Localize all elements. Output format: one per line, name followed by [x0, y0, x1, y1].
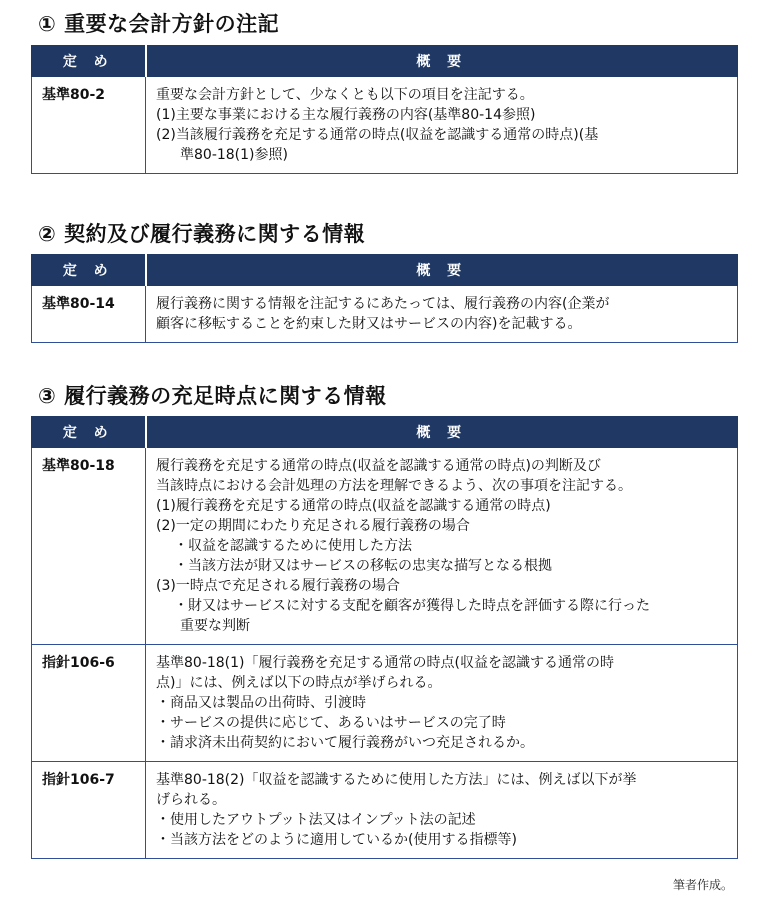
summary-line: ・サービスの提供に応じて、あるいはサービスの完了時: [156, 715, 506, 731]
summary-line: ・当該方法が財又はサービスの移転の忠実な描写となる根拠: [174, 558, 552, 574]
summary-line: 重要な会計方針として、少なくとも以下の項目を注記する。: [156, 87, 534, 103]
table-row: [32, 448, 738, 645]
summary-line: 履行義務を充足する通常の時点(収益を認識する通常の時点)の判断及び: [156, 458, 601, 474]
section-1-table: [31, 45, 738, 174]
header-summary: 概 要: [146, 46, 738, 77]
summary-cell: [146, 645, 738, 762]
summary-line: 重要な判断: [180, 618, 250, 634]
summary-line: 点)」には、例えば以下の時点が挙げられる。: [156, 675, 442, 691]
summary-line: ・使用したアウトプット法又はインプット法の記述: [156, 812, 476, 828]
summary-line: (3)一時点で充足される履行義務の場合: [156, 578, 400, 594]
definition-ref: 基準80-2: [32, 77, 146, 174]
section-3-title: ③ 履行義務の充足時点に関する情報: [38, 384, 387, 408]
header-summary: 概 要: [146, 417, 738, 448]
header-summary: 概 要: [146, 255, 738, 286]
summary-line: (1)履行義務を充足する通常の時点(収益を認識する通常の時点): [156, 498, 551, 514]
header-definition: 定 め: [32, 417, 146, 448]
summary-line: 顧客に移転することを約束した財又はサービスの内容)を記載する。: [156, 316, 582, 332]
section-1-title: ① 重要な会計方針の注記: [38, 12, 280, 36]
table-header-row: [32, 255, 738, 286]
summary-line: ・商品又は製品の出荷時、引渡時: [156, 695, 366, 711]
summary-line: (2)一定の期間にわたり充足される履行義務の場合: [156, 518, 470, 534]
summary-line: 基準80-18(1)「履行義務を充足する通常の時点(収益を認識する通常の時: [156, 655, 614, 671]
summary-line: 当該時点における会計処理の方法を理解できるよう、次の事項を注記する。: [156, 478, 632, 494]
table-row: [32, 762, 738, 859]
definition-ref: 指針106-6: [32, 645, 146, 762]
footnote: 筆者作成。: [672, 878, 733, 892]
summary-line: (1)主要な事業における主な履行義務の内容(基準80-14参照): [156, 107, 536, 123]
summary-line: ・請求済未出荷契約において履行義務がいつ充足されるか。: [156, 735, 534, 751]
summary-cell: [146, 762, 738, 859]
definition-ref: 指針106-7: [32, 762, 146, 859]
table-header-row: [32, 46, 738, 77]
summary-line: ・収益を認識するために使用した方法: [174, 538, 412, 554]
header-definition: 定 め: [32, 255, 146, 286]
section-2-title: ② 契約及び履行義務に関する情報: [38, 222, 366, 246]
summary-line: ・財又はサービスに対する支配を顧客が獲得した時点を評価する際に行った: [174, 598, 650, 614]
table-row: [32, 286, 738, 343]
summary-line: げられる。: [156, 792, 226, 808]
section-3-table: [31, 416, 738, 859]
section-2-table: [31, 254, 738, 343]
definition-ref: 基準80-14: [32, 286, 146, 343]
definition-ref: 基準80-18: [32, 448, 146, 645]
summary-line: ・当該方法をどのように適用しているか(使用する指標等): [156, 832, 517, 848]
table-row: [32, 77, 738, 174]
summary-line: (2)当該履行義務を充足する通常の時点(収益を認識する通常の時点)(基: [156, 127, 599, 143]
summary-cell: [146, 286, 738, 343]
summary-line: 準80-18(1)参照): [180, 147, 288, 163]
summary-line: 履行義務に関する情報を注記するにあたっては、履行義務の内容(企業が: [156, 296, 610, 312]
table-header-row: [32, 417, 738, 448]
summary-cell: [146, 77, 738, 174]
summary-cell: [146, 448, 738, 645]
table-row: [32, 645, 738, 762]
summary-line: 基準80-18(2)「収益を認識するために使用した方法」には、例えば以下が挙: [156, 772, 637, 788]
header-definition: 定 め: [32, 46, 146, 77]
